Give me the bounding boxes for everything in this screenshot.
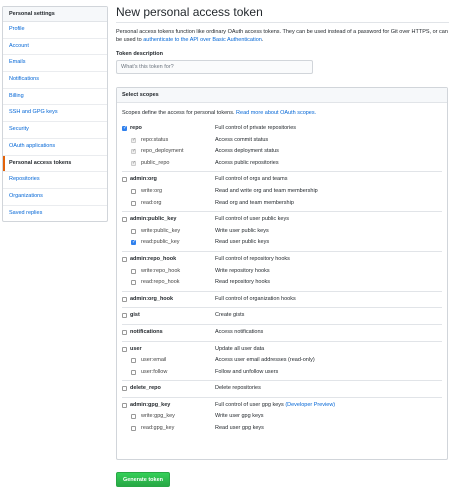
scope-group [122, 291, 442, 308]
scope-description-text: Write repository hooks [215, 267, 270, 274]
scope-checkbox[interactable] [131, 280, 136, 285]
sidebar-item-personal-access-tokens[interactable]: Personal access tokens [3, 156, 107, 173]
basic-auth-link[interactable]: authenticate to the API over Basic Authentication [143, 36, 262, 43]
scope-description-text: Full control of user gpg keys [215, 401, 286, 408]
scope-name: user:follow [141, 368, 168, 375]
scope-checkbox[interactable] [122, 330, 127, 335]
sidebar-item-repositories[interactable]: Repositories [3, 172, 107, 189]
scope-description [215, 355, 315, 367]
scope-checkbox[interactable] [131, 240, 136, 245]
main-content [116, 0, 449, 483]
sidebar-item-security[interactable]: Security [3, 122, 107, 139]
scope-row [122, 158, 442, 170]
scope-description-text: Read repository hooks [215, 279, 271, 286]
scope-group [122, 121, 442, 171]
scope-description-text: Access notifications [215, 328, 264, 335]
scope-description [215, 186, 318, 198]
sidebar-item-organizations[interactable]: Organizations [3, 189, 107, 206]
token-description-text [116, 29, 449, 44]
scope-description [215, 254, 290, 266]
scope-name: admin:public_key [130, 216, 177, 223]
sidebar-item-notifications[interactable]: Notifications [3, 72, 107, 89]
scope-description-text: Read user public keys [215, 239, 270, 246]
scope-group [122, 307, 442, 324]
scope-description [215, 383, 261, 395]
scope-group [122, 341, 442, 381]
scope-checkbox [131, 149, 136, 154]
scope-description [215, 214, 289, 226]
token-description-input[interactable] [116, 60, 313, 74]
description-text: Personal access tokens function like ordinary OAuth access tokens. They can be used instead of a password for Git over HTTPS, or can be used to [116, 29, 448, 43]
scope-name: admin:gpg_key [130, 401, 171, 408]
scope-row [122, 411, 442, 423]
scope-description-text: Read and write org and team membership [215, 187, 318, 194]
scope-description-text: Access commit status [215, 136, 269, 143]
scope-row [122, 344, 442, 356]
scope-row [122, 237, 442, 249]
scope-name: admin:org_hook [130, 295, 174, 302]
scope-name: read:public_key [141, 239, 180, 246]
scope-checkbox [131, 161, 136, 166]
scope-row [122, 135, 442, 147]
scope-row [122, 146, 442, 158]
scope-description [215, 367, 278, 379]
scope-description [215, 135, 268, 147]
scope-group [122, 171, 442, 211]
sidebar-item-billing[interactable]: Billing [3, 89, 107, 106]
scope-description-text: Read org and team membership [215, 199, 294, 206]
scope-description-text: Follow and unfollow users [215, 368, 279, 375]
scope-description-text: Create gists [215, 312, 245, 319]
scope-group [122, 380, 442, 397]
scope-description-text: Access public repositories [215, 159, 279, 166]
oauth-scopes-link[interactable]: Read more about OAuth scopes. [236, 110, 317, 116]
description-end: . [261, 36, 264, 43]
scope-checkbox[interactable] [131, 189, 136, 194]
scope-name: delete_repo [130, 385, 161, 392]
scope-checkbox[interactable] [122, 386, 127, 391]
scopes-panel [116, 87, 448, 460]
scope-description [215, 411, 264, 423]
sidebar-item-ssh-and-gpg-keys[interactable]: SSH and GPG keys [3, 105, 107, 122]
scope-description [215, 423, 264, 435]
scope-description-text: Delete repositories [215, 385, 261, 392]
scope-description [215, 400, 335, 412]
scope-description-text: Access deployment status [215, 148, 279, 155]
scope-name: write:repo_hook [141, 267, 181, 274]
scope-description [215, 237, 269, 249]
scope-description-text: Full control of repository hooks [215, 255, 290, 262]
scope-description-text: Full control of user public keys [215, 216, 289, 223]
sidebar-item-profile[interactable]: Profile [3, 22, 107, 39]
scope-row [122, 310, 442, 322]
scope-group [122, 251, 442, 291]
scope-description [215, 310, 244, 322]
scope-row [122, 277, 442, 289]
scope-row [122, 367, 442, 379]
scope-name: user:email [141, 357, 167, 364]
scope-description [215, 294, 296, 306]
scope-row [122, 400, 442, 412]
scope-list [117, 121, 447, 437]
scope-description [215, 198, 294, 210]
scope-description [215, 226, 269, 238]
scope-name: write:public_key [141, 227, 181, 234]
scope-name: user [130, 345, 142, 352]
sidebar-heading: Personal settings [3, 7, 107, 22]
scope-checkbox[interactable] [131, 370, 136, 375]
scope-group [122, 324, 442, 341]
scope-name: repo [130, 125, 142, 131]
token-description-label: Token description [116, 51, 163, 57]
scope-checkbox[interactable] [122, 403, 127, 408]
settings-sidebar [2, 6, 108, 222]
scope-group [122, 397, 442, 437]
scope-checkbox[interactable] [122, 177, 127, 182]
scope-name: public_repo [141, 159, 170, 166]
scope-row [122, 226, 442, 238]
scopes-heading: Select scopes [117, 88, 447, 103]
scope-name: repo:status [141, 136, 169, 143]
scope-row [122, 174, 442, 186]
scope-row [122, 186, 442, 198]
scope-checkbox[interactable] [122, 217, 127, 222]
scope-description-text: Full control of orgs and teams [215, 176, 288, 183]
scopes-intro [117, 103, 447, 121]
scopes-intro-text: Scopes define the access for personal tokens. [122, 110, 237, 116]
scope-name: write:gpg_key [141, 413, 175, 420]
scope-row [122, 355, 442, 367]
scope-name: write:org [141, 187, 163, 194]
scope-description-text: Update all user data [215, 345, 265, 352]
scope-name: admin:org [130, 176, 157, 183]
scope-description-text: Access user email addresses (read-only) [215, 357, 315, 364]
scope-description-text: Write user gpg keys [215, 413, 264, 420]
scope-checkbox[interactable] [122, 257, 127, 262]
scope-row [122, 423, 442, 435]
scope-name: read:org [141, 199, 162, 206]
scope-checkbox [131, 138, 136, 143]
scope-checkbox[interactable] [122, 126, 127, 131]
developer-preview-link[interactable]: (Developer Preview) [285, 401, 336, 408]
scope-row [122, 294, 442, 306]
scope-checkbox[interactable] [131, 201, 136, 206]
scope-description [215, 146, 279, 158]
scope-description-text: Full control of organization hooks [215, 295, 296, 302]
scope-checkbox[interactable] [131, 414, 136, 419]
sidebar-item-saved-replies[interactable]: Saved replies [9, 209, 43, 216]
generate-token-button[interactable]: Generate token [116, 472, 170, 487]
scope-description-text: Full control of private repositories [215, 125, 297, 131]
sidebar-item-account[interactable]: Account [3, 39, 107, 56]
scope-group [122, 211, 442, 251]
scope-name: read:gpg_key [141, 425, 175, 432]
scope-description [215, 327, 263, 339]
scope-description [215, 277, 270, 289]
scope-row [122, 383, 442, 395]
scope-description-text: Read user gpg keys [215, 425, 264, 432]
scope-row [122, 214, 442, 226]
scope-checkbox[interactable] [131, 426, 136, 431]
scope-description [215, 123, 296, 135]
scope-checkbox[interactable] [131, 358, 136, 363]
scope-name: admin:repo_hook [130, 255, 177, 262]
scope-checkbox[interactable] [122, 313, 127, 318]
scope-name: notifications [130, 328, 163, 335]
scope-description-text: Write user public keys [215, 227, 269, 234]
page-title: New personal access token [116, 0, 449, 23]
scope-row [122, 327, 442, 339]
scope-row [122, 123, 442, 135]
scope-row [122, 254, 442, 266]
scope-description [215, 174, 287, 186]
scope-row [122, 266, 442, 278]
scope-description [215, 266, 270, 278]
sidebar-item-oauth-applications[interactable]: OAuth applications [3, 139, 107, 156]
scope-checkbox[interactable] [131, 269, 136, 274]
scope-name: gist [130, 312, 140, 319]
scope-name: read:repo_hook [141, 279, 180, 286]
scope-checkbox[interactable] [122, 297, 127, 302]
sidebar-item-emails[interactable]: Emails [3, 55, 107, 72]
scope-row [122, 198, 442, 210]
scope-checkbox[interactable] [131, 229, 136, 234]
scope-description [215, 344, 264, 356]
scope-checkbox[interactable] [122, 347, 127, 352]
scope-name: repo_deployment [141, 148, 184, 155]
scope-description [215, 158, 279, 170]
